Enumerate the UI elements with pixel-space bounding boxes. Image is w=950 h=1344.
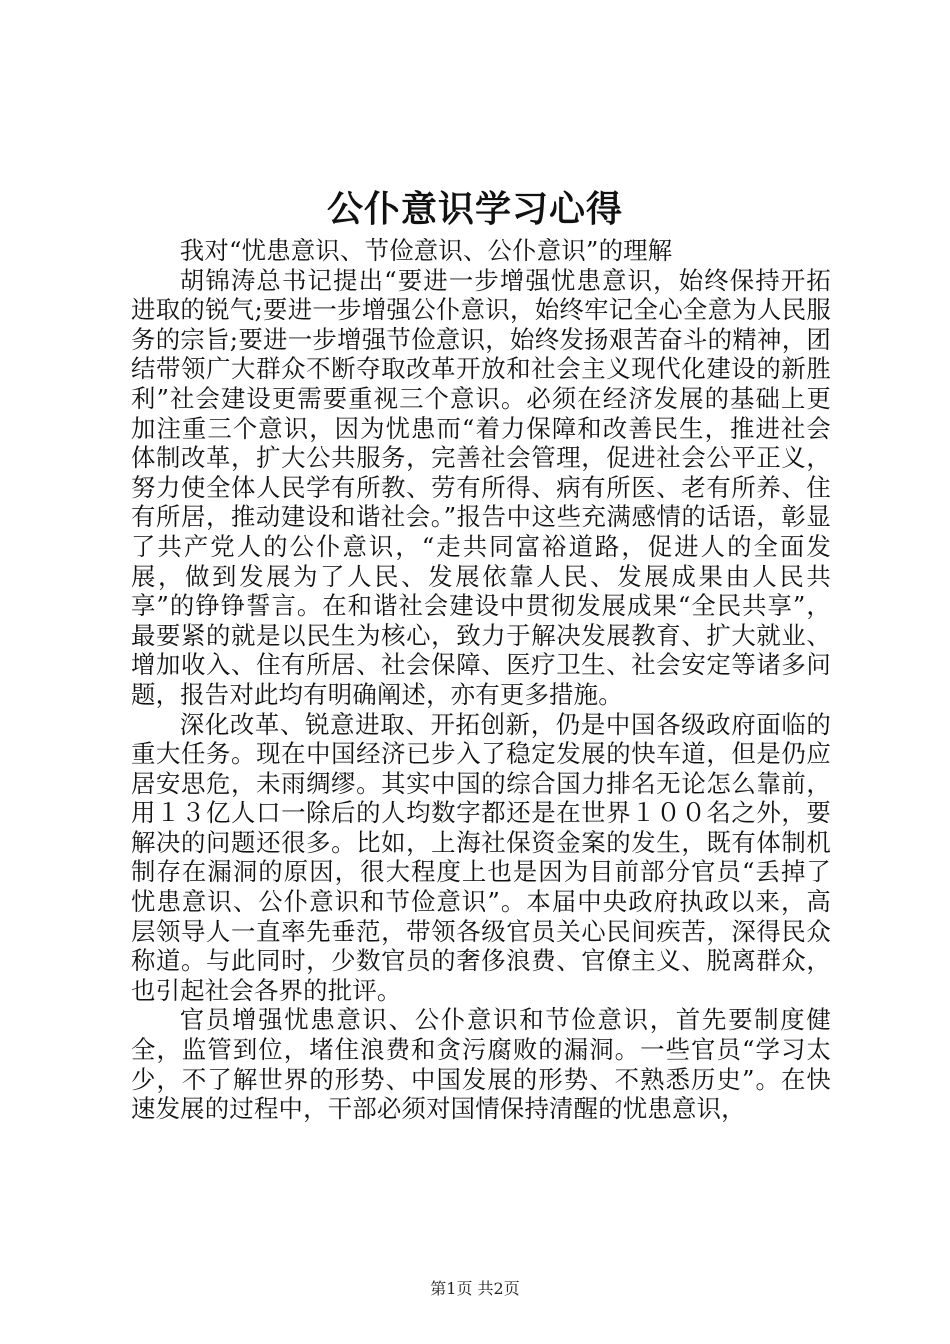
paragraph-subtitle: 我对“忧患意识、节俭意识、公仆意识”的理解: [179, 236, 673, 265]
paragraph-1: 胡锦涛总书记提出“要进一步增强忧患意识，始终保持开拓进取的锐气;要进一步增强公仆意识，始终牢记全心全意为人民服务的宗旨;要进一步增强节俭意识，始终发扬艰苦奋斗的精神，团结带领广大群众不断夺取改革开放和社会主义现代化建设的新胜利”社会建设更需要重视三个意识。必须在经济发展的基础上更加注重三个意识，因为忧患而“着力保障和改善民生，推进社会体制改革，扩大公共服务，完善社会管理，促进社会公平正义，努力使全体人民学有所教、劳有所得、病有所医、老有所养、住有所居，推动建设和谐社会。”报告中这些充满感情的话语，彰显了共产党人的公仆意识，“走共同富裕道路，促进人的全面发展，做到发展为了人民、发展依靠人民、发展成果由人民共享”的铮铮誓言。在和谐社会建设中贯彻发展成果“全民共享”，最要紧的就是以民生为核心，致力于解决发展教育、扩大就业、增加收入、住有所居、社会保障、医疗卫生、社会安定等诸多问题，报告对此均有明确阐述，亦有更多措施。: [131, 265, 831, 709]
document-title: 公仆意识学习心得: [326, 188, 623, 230]
page-number-footer: 第1页 共2页: [430, 1279, 520, 1298]
paragraph-2: 深化改革、锐意进取、开拓创新，仍是中国各级政府面临的重大任务。现在中国经济已步入了稳定发展的快车道，但是仍应居安思危，未雨绸缪。其实中国的综合国力排名无论怎么靠前，用１３亿人口一除后的人均数字都还是在世界１００名之外，要解决的问题还很多。比如，上海社保资金案的发生，既有体制机制存在漏洞的原因，很大程度上也是因为目前部分官员“丢掉了忧患意识、公仆意识和节俭意识”。本届中央政府执政以来，高层领导人一直率先垂范，带领各级官员关心民间疾苦，深得民众称道。与此同时，少数官员的奢侈浪费、官僚主义、脱离群众，也引起社会各界的批评。: [131, 709, 831, 1005]
document-body: [131, 236, 831, 1124]
paragraph-3: 官员增强忧患意识、公仆意识和节俭意识，首先要制度健全，监管到位，堵住浪费和贪污腐败的漏洞。一些官员“学习太少，不了解世界的形势、中国发展的形势、不熟悉历史”。在快速发展的过程中，干部必须对国情保持清醒的忧患意识，: [131, 1005, 831, 1124]
